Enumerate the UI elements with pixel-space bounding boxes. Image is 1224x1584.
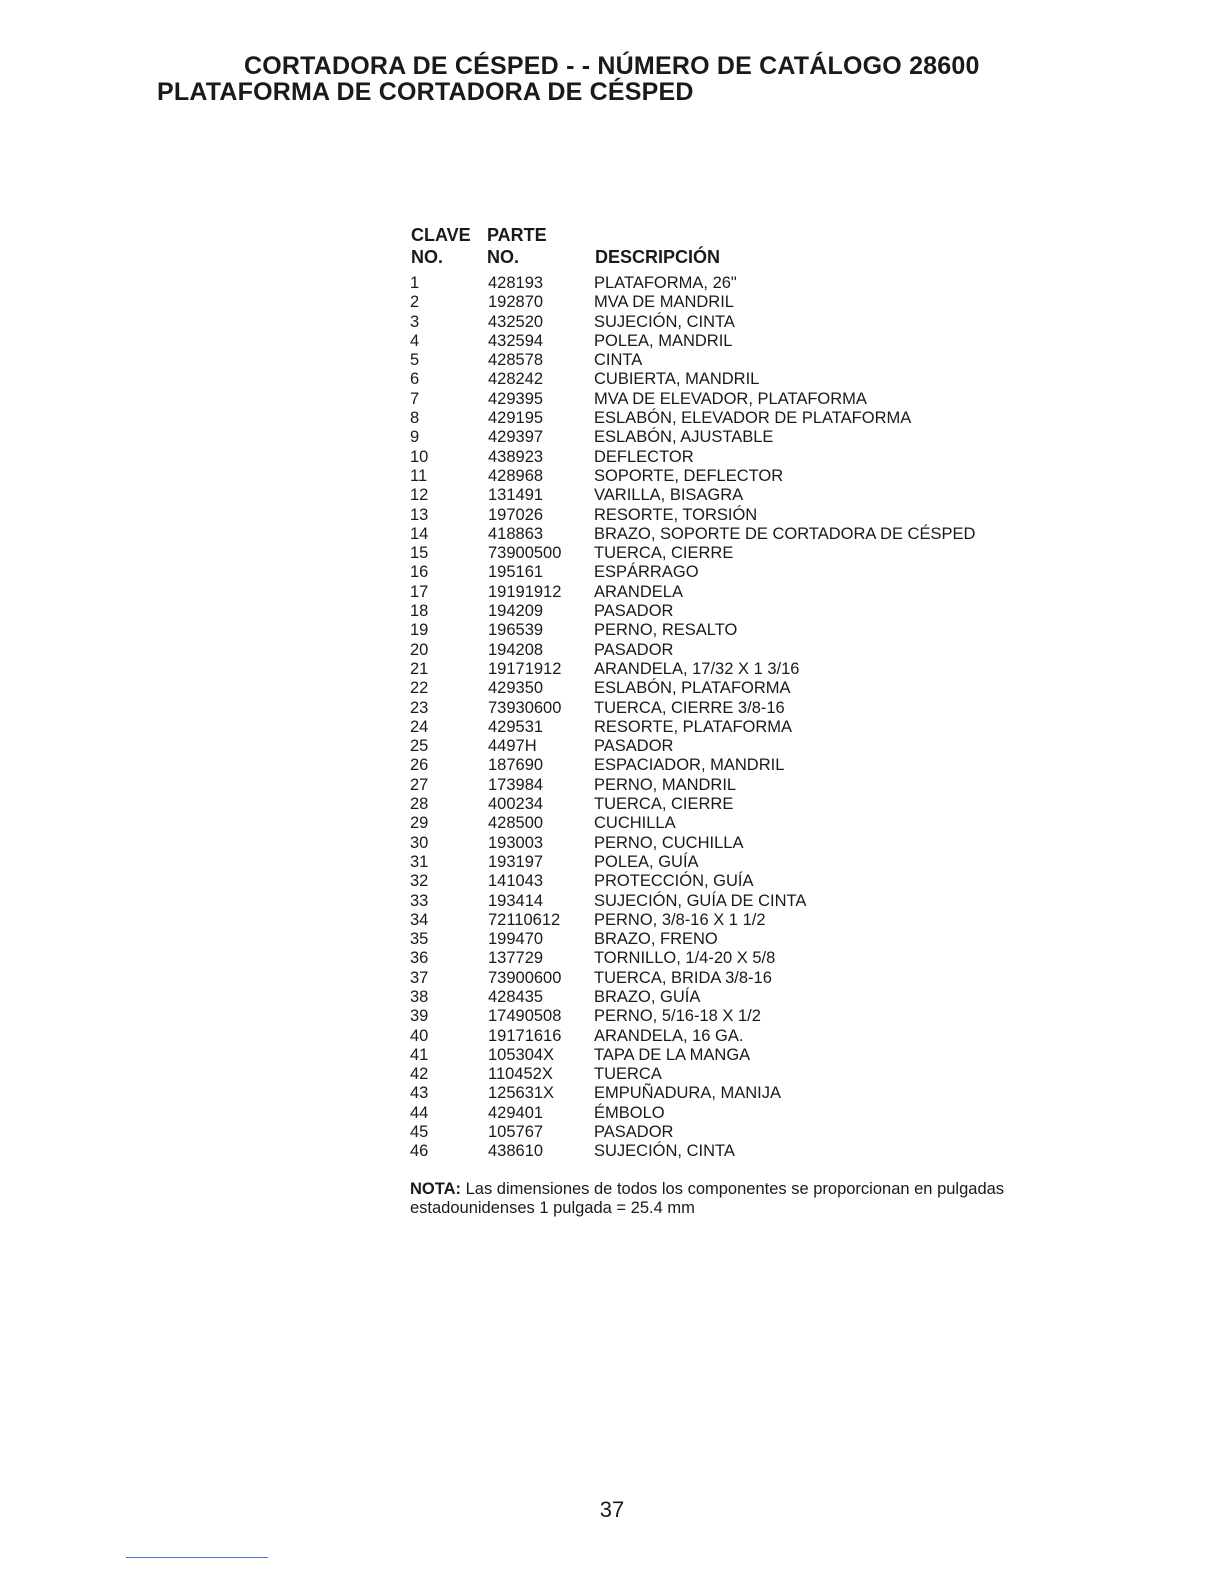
part-number-cell: 19171616 bbox=[488, 1026, 562, 1045]
key-cell: 29 bbox=[410, 814, 429, 833]
description-cell: TORNILLO, 1/4-20 X 5/8 bbox=[594, 949, 776, 968]
description-cell: ARANDELA, 16 GA. bbox=[594, 1026, 744, 1045]
table-row bbox=[410, 390, 1090, 409]
table-row bbox=[410, 834, 1090, 853]
part-number-cell: 199470 bbox=[488, 930, 544, 949]
key-cell: 16 bbox=[410, 563, 429, 582]
table-row bbox=[410, 274, 1090, 293]
table-row bbox=[410, 428, 1090, 447]
description-cell: PASADOR bbox=[594, 1123, 674, 1142]
key-cell: 44 bbox=[410, 1103, 429, 1122]
description-cell: CINTA bbox=[594, 351, 643, 370]
description-cell: ESLABÓN, ELEVADOR DE PLATAFORMA bbox=[594, 409, 912, 428]
table-row bbox=[410, 1142, 1090, 1161]
key-cell: 27 bbox=[410, 775, 429, 794]
table-row bbox=[410, 853, 1090, 872]
part-number-cell: 428500 bbox=[488, 814, 544, 833]
table-row bbox=[410, 872, 1090, 891]
table-row bbox=[410, 525, 1090, 544]
description-cell: ESLABÓN, PLATAFORMA bbox=[594, 679, 791, 698]
table-row bbox=[410, 370, 1090, 389]
key-cell: 46 bbox=[410, 1142, 429, 1161]
table-row bbox=[410, 718, 1090, 737]
key-cell: 38 bbox=[410, 987, 429, 1006]
part-number-cell: 432520 bbox=[488, 312, 544, 331]
key-cell: 22 bbox=[410, 679, 429, 698]
table-row bbox=[410, 563, 1090, 582]
key-cell: 34 bbox=[410, 910, 429, 929]
key-cell: 2 bbox=[410, 293, 420, 312]
part-number-cell: 131491 bbox=[488, 486, 544, 505]
part-number-cell: 400234 bbox=[488, 795, 544, 814]
key-cell: 10 bbox=[410, 447, 429, 466]
description-cell: TUERCA, BRIDA 3/8-16 bbox=[594, 968, 772, 987]
key-cell: 19 bbox=[410, 621, 429, 640]
page-title-line1: CORTADORA DE CÉSPED - - NÚMERO DE CATÁLOGO 28600 bbox=[244, 52, 980, 80]
part-number-cell: 72110612 bbox=[488, 910, 561, 929]
table-row bbox=[410, 409, 1090, 428]
description-cell: VARILLA, BISAGRA bbox=[594, 486, 744, 505]
description-cell: DEFLECTOR bbox=[594, 447, 694, 466]
col-part-header-line2: NO. bbox=[487, 247, 520, 267]
description-cell: SOPORTE, DEFLECTOR bbox=[594, 466, 784, 485]
key-cell: 18 bbox=[410, 602, 429, 621]
description-cell: RESORTE, TORSIÓN bbox=[594, 505, 758, 524]
table-row bbox=[410, 660, 1090, 679]
description-cell: BRAZO, FRENO bbox=[594, 930, 718, 949]
description-cell: PERNO, RESALTO bbox=[594, 621, 738, 640]
key-cell: 32 bbox=[410, 872, 429, 891]
note bbox=[410, 1180, 1010, 1218]
key-cell: 5 bbox=[410, 351, 420, 370]
description-cell: PERNO, MANDRIL bbox=[594, 775, 737, 794]
part-number-cell: 418863 bbox=[488, 524, 544, 543]
table-row bbox=[410, 776, 1090, 795]
part-number-cell: 194208 bbox=[488, 640, 544, 659]
part-number-cell: 110452X bbox=[488, 1065, 553, 1084]
key-cell: 45 bbox=[410, 1123, 429, 1142]
part-number-cell: 428968 bbox=[488, 466, 544, 485]
col-part-header-line1: PARTE bbox=[487, 225, 547, 245]
part-number-cell: 105304X bbox=[488, 1045, 555, 1064]
part-number-cell: 432594 bbox=[488, 331, 544, 350]
part-number-cell: 19171912 bbox=[488, 659, 562, 678]
description-cell: SUJECIÓN, CINTA bbox=[594, 1142, 735, 1161]
part-number-cell: 141043 bbox=[488, 872, 544, 891]
col-key-header-line1: CLAVE bbox=[411, 225, 471, 245]
description-cell: RESORTE, PLATAFORMA bbox=[594, 717, 793, 736]
key-cell: 9 bbox=[410, 428, 420, 447]
key-cell: 33 bbox=[410, 891, 429, 910]
part-number-cell: 125631X bbox=[488, 1084, 555, 1103]
table-row bbox=[410, 679, 1090, 698]
key-cell: 14 bbox=[410, 524, 429, 543]
key-cell: 42 bbox=[410, 1065, 429, 1084]
table-row bbox=[410, 1046, 1090, 1065]
table-row bbox=[410, 583, 1090, 602]
part-number-cell: 193197 bbox=[488, 852, 544, 871]
description-cell: CUCHILLA bbox=[594, 814, 676, 833]
key-cell: 37 bbox=[410, 968, 429, 987]
key-cell: 4 bbox=[410, 331, 420, 350]
table-row bbox=[410, 1007, 1090, 1026]
description-cell: MVA DE MANDRIL bbox=[594, 293, 734, 312]
part-number-cell: 196539 bbox=[488, 621, 544, 640]
table-row bbox=[410, 969, 1090, 988]
key-cell: 31 bbox=[410, 852, 429, 871]
part-number-cell: 193414 bbox=[488, 891, 544, 910]
description-cell: ARANDELA bbox=[594, 582, 683, 601]
description-cell: PASADOR bbox=[594, 640, 674, 659]
part-number-cell: 173984 bbox=[488, 775, 544, 794]
part-number-cell: 193003 bbox=[488, 833, 544, 852]
table-row bbox=[410, 1027, 1090, 1046]
key-cell: 12 bbox=[410, 486, 429, 505]
table-row bbox=[410, 1123, 1090, 1142]
description-cell: ARANDELA, 17/32 X 1 3/16 bbox=[594, 659, 800, 678]
description-cell: PROTECCIÓN, GUÍA bbox=[594, 872, 754, 891]
key-cell: 6 bbox=[410, 370, 420, 389]
key-cell: 3 bbox=[410, 312, 420, 331]
table-row bbox=[410, 1104, 1090, 1123]
part-number-cell: 192870 bbox=[488, 293, 544, 312]
description-cell: ESPÁRRAGO bbox=[594, 563, 699, 582]
part-number-cell: 428435 bbox=[488, 987, 544, 1006]
description-cell: PLATAFORMA, 26" bbox=[594, 274, 737, 292]
note-text: Las dimensiones de todos los componentes se proporcionan en pulgadas estadounidenses 1 pulgada = 25.4 mm bbox=[410, 1180, 1005, 1217]
key-cell: 11 bbox=[410, 466, 428, 485]
description-cell: CUBIERTA, MANDRIL bbox=[594, 370, 760, 389]
table-row bbox=[410, 988, 1090, 1007]
description-cell: POLEA, GUÍA bbox=[594, 852, 699, 871]
part-number-cell: 137729 bbox=[488, 949, 544, 968]
key-cell: 24 bbox=[410, 717, 429, 736]
description-cell: SUJECIÓN, GUÍA DE CINTA bbox=[594, 891, 807, 910]
key-cell: 1 bbox=[410, 274, 420, 292]
table-row bbox=[410, 506, 1090, 525]
description-cell: MVA DE ELEVADOR, PLATAFORMA bbox=[594, 389, 867, 408]
description-cell: BRAZO, SOPORTE DE CORTADORA DE CÉSPED bbox=[594, 524, 976, 543]
part-number-cell: 428578 bbox=[488, 351, 544, 370]
description-cell: ESLABÓN, AJUSTABLE bbox=[594, 428, 774, 447]
key-cell: 21 bbox=[410, 659, 429, 678]
key-cell: 17 bbox=[410, 582, 429, 601]
table-row bbox=[410, 699, 1090, 718]
description-cell: ÉMBOLO bbox=[594, 1103, 665, 1122]
part-number-cell: 19191912 bbox=[488, 582, 562, 601]
description-cell: EMPUÑADURA, MANIJA bbox=[594, 1084, 782, 1103]
part-number-cell: 429195 bbox=[488, 409, 544, 428]
key-cell: 41 bbox=[410, 1045, 429, 1064]
table-row bbox=[410, 795, 1090, 814]
table-row bbox=[410, 293, 1090, 312]
description-cell: PASADOR bbox=[594, 737, 674, 756]
description-cell: TAPA DE LA MANGA bbox=[594, 1045, 751, 1064]
key-cell: 20 bbox=[410, 640, 429, 659]
description-cell: SUJECIÓN, CINTA bbox=[594, 312, 735, 331]
table-row bbox=[410, 814, 1090, 833]
table-row bbox=[410, 911, 1090, 930]
description-cell: PERNO, 5/16-18 X 1/2 bbox=[594, 1007, 761, 1026]
description-cell: TUERCA, CIERRE 3/8-16 bbox=[594, 698, 785, 717]
key-cell: 23 bbox=[410, 698, 429, 717]
description-cell: BRAZO, GUÍA bbox=[594, 987, 701, 1006]
key-cell: 35 bbox=[410, 930, 429, 949]
page-number: 37 bbox=[599, 1497, 625, 1522]
part-number-cell: 4497H bbox=[488, 737, 537, 756]
table-row bbox=[410, 1065, 1090, 1084]
part-number-cell: 187690 bbox=[488, 756, 544, 775]
part-number-cell: 17490508 bbox=[488, 1007, 562, 1026]
description-cell: PERNO, CUCHILLA bbox=[594, 833, 744, 852]
key-cell: 28 bbox=[410, 795, 429, 814]
description-cell: TUERCA, CIERRE bbox=[594, 795, 734, 814]
footer-rule bbox=[126, 1557, 268, 1558]
table-row bbox=[410, 892, 1090, 911]
part-number-cell: 73930600 bbox=[488, 698, 562, 717]
key-cell: 40 bbox=[410, 1026, 429, 1045]
table-row bbox=[410, 949, 1090, 968]
part-number-cell: 195161 bbox=[488, 563, 544, 582]
part-number-cell: 73900600 bbox=[488, 968, 562, 987]
part-number-cell: 429401 bbox=[488, 1103, 544, 1122]
part-number-cell: 429395 bbox=[488, 389, 544, 408]
part-number-cell: 105767 bbox=[488, 1123, 544, 1142]
table-row bbox=[410, 930, 1090, 949]
part-number-cell: 428193 bbox=[488, 274, 544, 292]
table-row bbox=[410, 486, 1090, 505]
key-cell: 25 bbox=[410, 737, 429, 756]
description-cell: PERNO, 3/8-16 X 1 1/2 bbox=[594, 910, 766, 929]
table-row bbox=[410, 313, 1090, 332]
part-number-cell: 197026 bbox=[488, 505, 544, 524]
table-row bbox=[410, 756, 1090, 775]
table-row bbox=[410, 448, 1090, 467]
table-row bbox=[410, 602, 1090, 621]
description-cell: TUERCA bbox=[594, 1065, 662, 1084]
description-cell: ESPACIADOR, MANDRIL bbox=[594, 756, 785, 775]
key-cell: 30 bbox=[410, 833, 429, 852]
part-number-cell: 429531 bbox=[488, 717, 544, 736]
table-row bbox=[410, 621, 1090, 640]
key-cell: 26 bbox=[410, 756, 429, 775]
description-cell: POLEA, MANDRIL bbox=[594, 331, 733, 350]
table-row bbox=[410, 544, 1090, 563]
col-desc-header: DESCRIPCIÓN bbox=[595, 247, 721, 267]
table-row bbox=[410, 351, 1090, 370]
part-number-cell: 429397 bbox=[488, 428, 544, 447]
part-number-cell: 429350 bbox=[488, 679, 544, 698]
part-number-cell: 438610 bbox=[488, 1142, 544, 1161]
key-cell: 15 bbox=[410, 544, 429, 563]
description-cell: TUERCA, CIERRE bbox=[594, 544, 734, 563]
key-cell: 13 bbox=[410, 505, 429, 524]
part-number-cell: 428242 bbox=[488, 370, 544, 389]
key-cell: 7 bbox=[410, 389, 420, 408]
part-number-cell: 194209 bbox=[488, 602, 544, 621]
key-cell: 36 bbox=[410, 949, 429, 968]
col-key-header-line2: NO. bbox=[411, 247, 444, 267]
key-cell: 43 bbox=[410, 1084, 429, 1103]
table-row bbox=[410, 332, 1090, 351]
table-row bbox=[410, 467, 1090, 486]
part-number-cell: 438923 bbox=[488, 447, 544, 466]
part-number-cell: 73900500 bbox=[488, 544, 562, 563]
description-cell: PASADOR bbox=[594, 602, 674, 621]
table-row bbox=[410, 641, 1090, 660]
key-cell: 8 bbox=[410, 409, 420, 428]
table-row bbox=[410, 1084, 1090, 1103]
key-cell: 39 bbox=[410, 1007, 429, 1026]
note-label: NOTA: bbox=[410, 1180, 462, 1198]
parts-table bbox=[410, 274, 1090, 1162]
table-row bbox=[410, 737, 1090, 756]
page-title-line2: PLATAFORMA DE CORTADORA DE CÉSPED bbox=[157, 78, 694, 106]
